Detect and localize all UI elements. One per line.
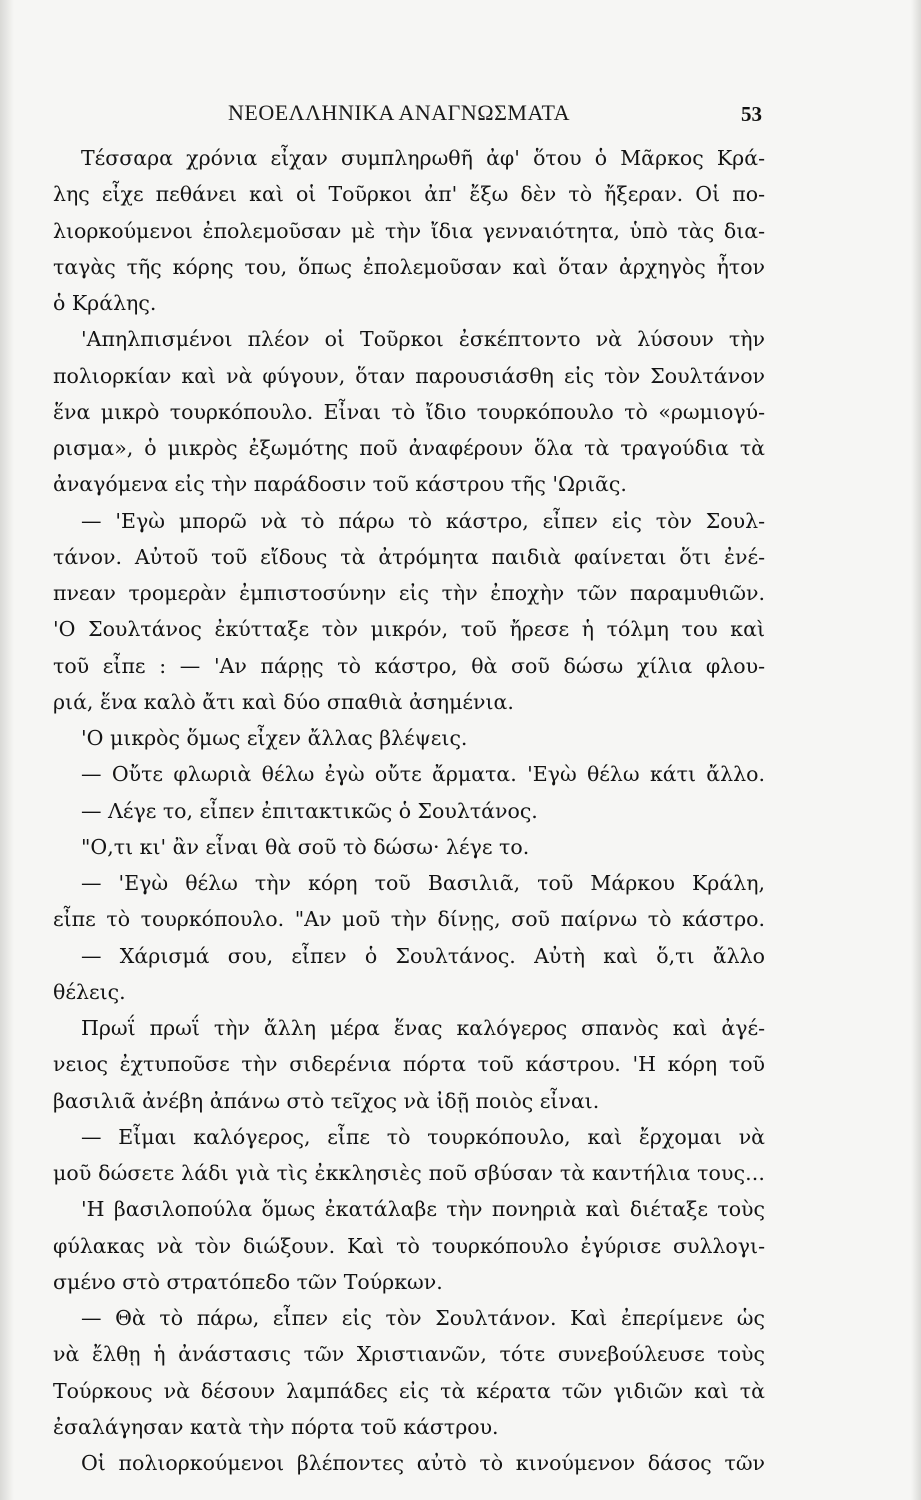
text-line: 'Απηλπισμένοι πλέον οἱ Τοῦρκοι ἐσκέπτοντο νὰ λύσουν τὴν — [81, 327, 765, 352]
text-line: πνεαν τρομερὰν ἐμπιστοσύνην εἰς τὴν ἐποχὴν τῶν παραμυθιῶν. — [53, 581, 765, 605]
text-line: — Εἶμαι καλόγερος, εἶπε τὸ τουρκόπουλο, καὶ ἔρχομαι νὰ — [81, 1124, 765, 1149]
text-line: "Ο,τι κι' ἂν εἶναι θὰ σοῦ τὸ δώσω· λέγε το. — [81, 834, 530, 859]
text-line: βασιλιᾶ ἀνέβη ἀπάνω στὸ τεῖχος νὰ ἰδῇ ποιὸς εἶναι. — [53, 1088, 600, 1113]
text-line: Τούρκους νὰ δέσουν λαμπάδες εἰς τὰ κέρατα τῶν γιδιῶν καὶ τὰ — [53, 1378, 765, 1403]
text-line: ριά, ἕνα καλὸ ἄτι καὶ δύο σπαθιὰ ἀσημένια. — [53, 689, 514, 714]
text-line: ὁ Κράλης. — [53, 291, 157, 315]
text-line: σμένο στὸ στρατόπεδο τῶν Τούρκων. — [53, 1269, 443, 1294]
text-line: — Θὰ τὸ πάρω, εἶπεν εἰς τὸν Σουλτάνον. Καὶ ἐπερίμενε ὡς — [81, 1306, 765, 1330]
text-line: Πρωΐ πρωΐ τὴν ἄλλη μέρα ἕνας καλόγερος σπανὸς καὶ ἀγέ- — [81, 1016, 765, 1040]
text-line: — Λέγε το, εἶπεν ἐπιτακτικῶς ὁ Σουλτάνος. — [81, 798, 538, 823]
running-head — [86, 100, 776, 128]
text-line: λιορκούμενοι ἐπολεμοῦσαν μὲ τὴν ἴδια γενναιότητα, ὑπὸ τὰς δια- — [53, 218, 765, 243]
text-line: ἐσαλάγησαν κατὰ τὴν πόρτα τοῦ κάστρου. — [53, 1414, 499, 1439]
text-line: Οἱ πολιορκούμενοι βλέποντες αὐτὸ τὸ κινούμενον δάσος τῶν — [81, 1451, 765, 1475]
text-line: μοῦ δώσετε λάδι γιὰ τὶς ἐκκλησιὲς ποῦ σβύσαν τὰ καντήλια τους... — [53, 1161, 765, 1185]
text-line: νειος ἐχτυποῦσε τὴν σιδερένια πόρτα τοῦ κάστρου. 'Η κόρη τοῦ — [53, 1052, 765, 1077]
text-line: 'Η βασιλοπούλα ὅμως ἐκατάλαβε τὴν πονηριὰ καὶ διέταξε τοὺς — [81, 1197, 765, 1222]
page-number: 53 — [741, 102, 762, 126]
text-line: — Οὔτε φλωριὰ θέλω ἐγὼ οὔτε ἄρματα. 'Εγὼ θέλω κάτι ἄλλο. — [81, 762, 765, 787]
text-line: εἶπε τὸ τουρκόπουλο. "Αν μοῦ τὴν δίνῃς, σοῦ παίρνω τὸ κάστρο. — [53, 907, 765, 932]
text-line: Τέσσαρα χρόνια εἶχαν συμπληρωθῆ ἀφ' ὅτου ὁ Μᾶρκος Κρά- — [81, 146, 765, 170]
text-line: ἀναγόμενα εἰς τὴν παράδοσιν τοῦ κάστρου τῆς 'Ωριᾶς. — [53, 472, 627, 497]
text-line: — 'Εγὼ μπορῶ νὰ τὸ πάρω τὸ κάστρο, εἶπεν εἰς τὸν Σουλ- — [81, 508, 765, 533]
text-line: ἕνα μικρὸ τουρκόπουλο. Εἶναι τὸ ἴδιο τουρκόπουλο τὸ «ρωμιογύ- — [53, 399, 765, 424]
text-line: θέλεις. — [53, 979, 126, 1004]
page-edge-left — [0, 0, 14, 1500]
text-line: φύλακας νὰ τὸν διώξουν. Καὶ τὸ τουρκόπουλο ἐγύρισε συλλογι- — [53, 1233, 765, 1258]
text-line: πολιορκίαν καὶ νὰ φύγουν, ὅταν παρουσιάσθη εἰς τὸν Σουλτάνον — [53, 363, 765, 388]
text-line: ρισμα», ὁ μικρὸς ἐξωμότης ποῦ ἀναφέρουν ὅλα τὰ τραγούδια τὰ — [53, 436, 765, 460]
page-edge-right — [911, 0, 921, 1500]
body-text — [53, 140, 765, 1481]
text-line: τοῦ εἶπε : — 'Αν πάρῃς τὸ κάστρο, θὰ σοῦ δώσω χίλια φλου- — [53, 653, 765, 678]
text-line: 'Ο μικρὸς ὅμως εἶχεν ἄλλας βλέψεις. — [81, 726, 468, 750]
text-line: ταγὰς τῆς κόρης του, ὅπως ἐπολεμοῦσαν καὶ ὅταν ἀρχηγὸς ἦτον — [53, 254, 765, 279]
text-line: 'Ο Σουλτάνος ἐκύτταξε τὸν μικρόν, τοῦ ἤρεσε ἡ τόλμη του καὶ — [53, 617, 765, 642]
text-line: τάνον. Αὐτοῦ τοῦ εἴδους τὰ ἀτρόμητα παιδιὰ φαίνεται ὅτι ἐνέ- — [53, 544, 765, 569]
running-title: ΝΕΟΕΛΛΗΝΙΚΑ ΑΝΑΓΝΩΣΜΑΤΑ — [228, 100, 571, 125]
text-line: — 'Εγὼ θέλω τὴν κόρη τοῦ Βασιλιᾶ, τοῦ Μάρκου Κράλη, — [81, 871, 765, 895]
text-line: λης εἶχε πεθάνει καὶ οἱ Τοῦρκοι ἀπ' ἔξω δὲν τὸ ἤξεραν. Οἱ πο- — [53, 182, 765, 207]
text-line: — Χάρισμά σου, εἶπεν ὁ Σουλτάνος. Αὐτὴ καὶ ὅ,τι ἄλλο — [81, 943, 765, 968]
text-line: νὰ ἔλθῃ ἡ ἀνάστασις τῶν Χριστιανῶν, τότε συνεβούλευσε τοὺς — [53, 1342, 765, 1367]
